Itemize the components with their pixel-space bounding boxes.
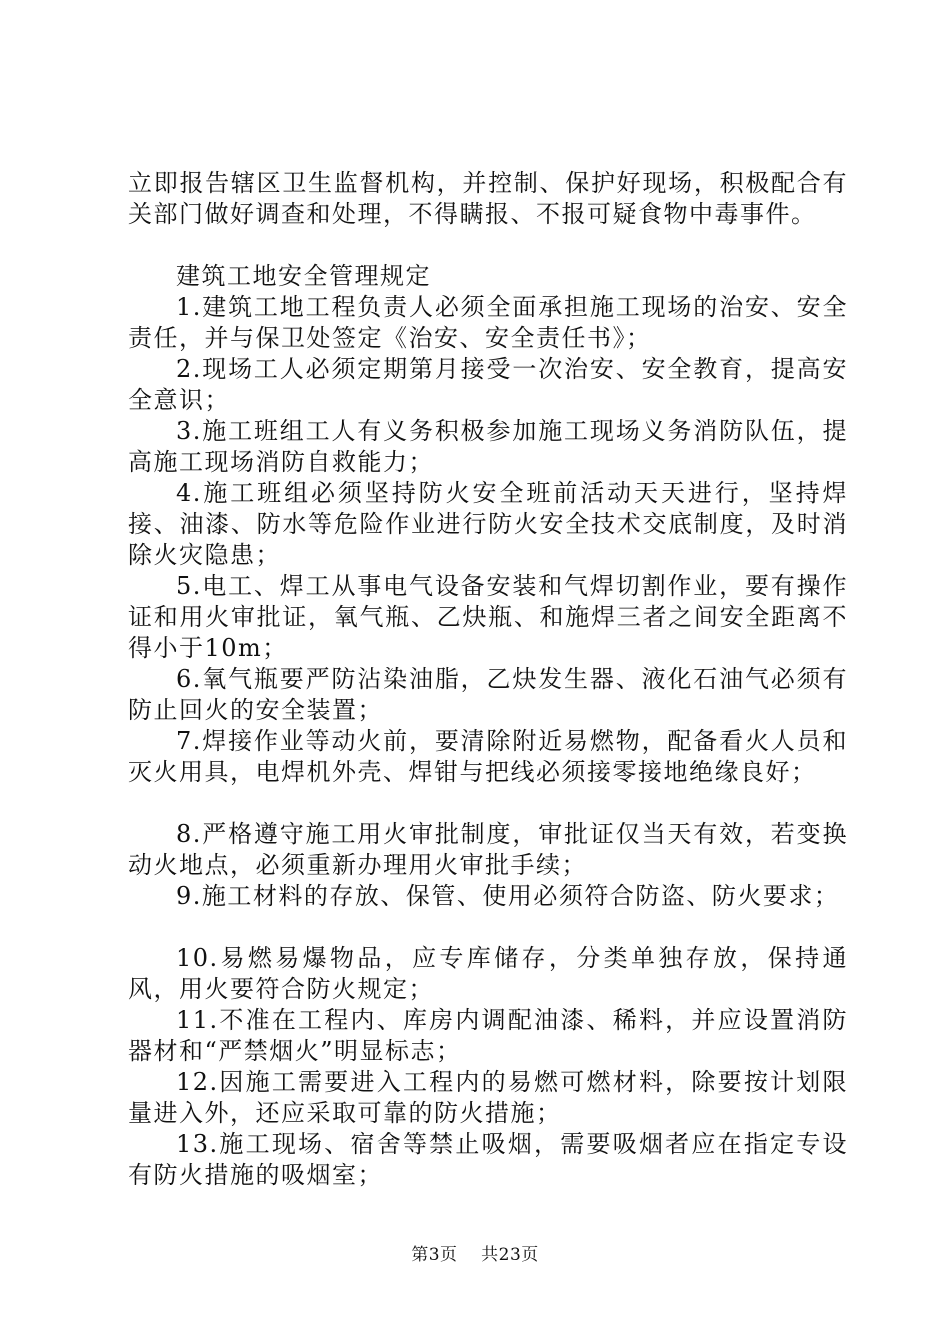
page-footer	[0, 1240, 950, 1265]
page-number: 第3页	[411, 1245, 458, 1265]
rule-item-11: 11.不准在工程内、库房内调配油漆、稀料，并应设置消防器材和“严禁烟火”明显标志；	[128, 1006, 848, 1065]
rule-item-12: 12.因施工需要进入工程内的易燃可燃材料，除要按计划限量进入外，还应采取可靠的防火措施；	[128, 1068, 848, 1127]
rule-item-8: 8.严格遵守施工用火审批制度，审批证仅当天有效，若变换动火地点，必须重新办理用火审批手续；	[128, 820, 848, 879]
rule-item-9: 9.施工材料的存放、保管、使用必须符合防盗、防火要求；	[176, 882, 840, 910]
rule-item-7: 7.焊接作业等动火前，要清除附近易燃物，配备看火人员和灭火用具，电焊机外壳、焊钳与把线必须接零接地绝缘良好；	[128, 727, 848, 786]
section-title: 建筑工地安全管理规定	[176, 262, 431, 290]
document-body	[128, 168, 848, 1191]
rule-item-10: 10.易燃易爆物品，应专库储存，分类单独存放，保持通风，用火要符合防火规定；	[128, 944, 848, 1003]
rule-item-3: 3.施工班组工人有义务积极参加施工现场义务消防队伍，提高施工现场消防自救能力；	[128, 417, 848, 476]
rule-item-2: 2.现场工人必须定期第月接受一次治安、安全教育，提高安全意识；	[128, 355, 848, 414]
rule-item-13: 13.施工现场、宿舍等禁止吸烟，需要吸烟者应在指定专设有防火措施的吸烟室；	[128, 1130, 848, 1189]
rule-item-6: 6.氧气瓶要严防沾染油脂，乙炔发生器、液化石油气必须有防止回火的安全装置；	[128, 665, 848, 724]
rule-item-4: 4.施工班组必须坚持防火安全班前活动天天进行，坚持焊接、油漆、防水等危险作业进行防火安全技术交底制度，及时消除火灾隐患；	[128, 479, 848, 569]
rule-item-1: 1.建筑工地工程负责人必须全面承担施工现场的治安、安全责任，并与保卫处签定《治安、安全责任书》；	[128, 293, 848, 352]
rule-item-5: 5.电工、焊工从事电气设备安装和气焊切割作业，要有操作证和用火审批证，氧气瓶、乙炔瓶、和施焊三者之间安全距离不得小于10m；	[128, 572, 848, 662]
page-spacer	[463, 1245, 475, 1265]
intro-paragraph: 立即报告辖区卫生监督机构，并控制、保护好现场，积极配合有关部门做好调查和处理，不得瞒报、不报可疑食物中毒事件。	[128, 169, 848, 228]
page-total: 共23页	[481, 1245, 539, 1265]
